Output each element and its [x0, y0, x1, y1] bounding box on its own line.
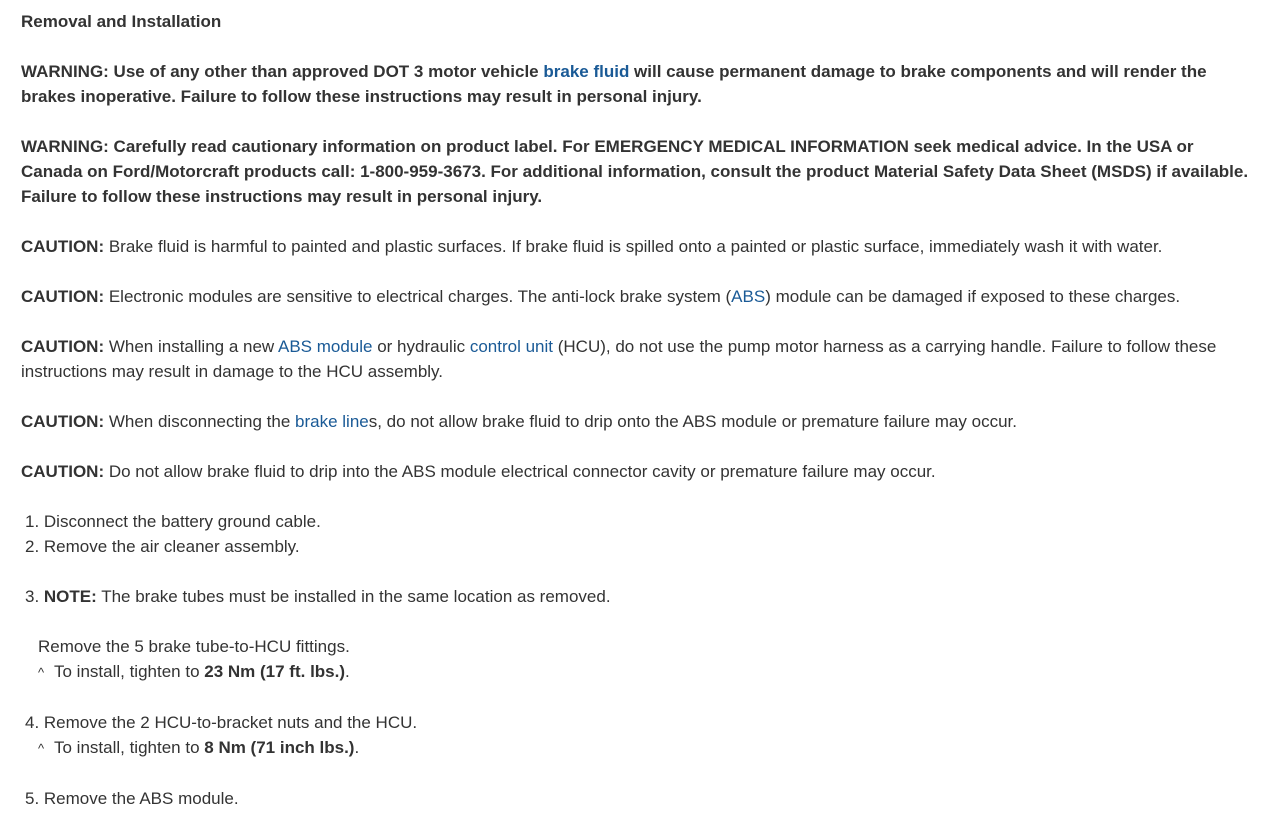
warning-medical-info: WARNING: Carefully read cautionary information on product label. For EMERGENCY MEDICAL INFORMATION seek medical advice. In the USA or Canada on Ford/Motorcraft products call: 1-800-959-3673. For additional information, consult the product Material Safety Data Sheet (MSDS) if available. Failure to follow these instructions may result in personal injury. [21, 137, 1249, 206]
caution-text: ) module can be damaged if exposed to these charges. [765, 287, 1181, 306]
warning-text: WARNING: Use of any other than approved DOT 3 motor vehicle [21, 62, 544, 81]
torque-value: 23 Nm (17 ft. lbs.) [204, 662, 346, 681]
caution-label: CAUTION: [21, 462, 105, 481]
caret-icon: ^ [38, 741, 45, 756]
warning-text: will cause permanent damage to brake components and will render the brakes inoperative. Failure to follow these instructions may result in personal injury. [21, 62, 1207, 106]
torque-value: 8 Nm (71 inch lbs.) [204, 738, 355, 757]
abs-link[interactable]: ABS [731, 287, 766, 306]
note-text: The brake tubes must be installed in the same location as removed. [96, 587, 611, 606]
warning-brake-fluid [21, 59, 1251, 109]
install-suffix: . [354, 738, 360, 757]
procedure-steps [21, 509, 1251, 811]
install-suffix: . [345, 662, 350, 681]
section-title: Removal and Installation [21, 12, 222, 31]
caution-text: or hydraulic [372, 337, 470, 356]
caution-painted-surfaces [21, 234, 1251, 259]
caution-text: Brake fluid is harmful to painted and plastic surfaces. If brake fluid is spilled onto a painted or plastic surface, immediately wash it with water. [104, 237, 1163, 256]
caution-carrying-handle [21, 334, 1251, 384]
step-3-text: Remove the 5 brake tube-to-HCU fittings. [38, 637, 350, 656]
install-prefix: To install, tighten to [54, 662, 205, 681]
caution-text: s, do not allow brake fluid to drip onto the ABS module or premature failure may occur. [368, 412, 1017, 431]
caution-text: When installing a new [104, 337, 278, 356]
step-4-install-spec [38, 735, 1251, 761]
step-4: 4. Remove the 2 HCU-to-bracket nuts and the HCU. [25, 713, 418, 732]
step-3-note [25, 584, 1251, 609]
brake-line-link[interactable]: brake line [295, 412, 369, 431]
install-prefix: To install, tighten to [54, 738, 205, 757]
note-label: NOTE: [43, 587, 97, 606]
caution-label: CAUTION: [21, 237, 105, 256]
control-unit-link[interactable]: control unit [469, 337, 553, 356]
caution-text: (HCU), do not use the pump motor harness as a carrying handle. Failure to follow these instructions may result in damage to the HCU assembly. [21, 337, 1217, 381]
caution-label: CAUTION: [21, 412, 105, 431]
step-2: 2. Remove the air cleaner assembly. [25, 537, 300, 556]
caret-icon: ^ [38, 665, 45, 680]
caution-electrical-charges [21, 284, 1251, 309]
abs-module-link[interactable]: ABS module [278, 337, 373, 356]
step-number: 3. [25, 587, 44, 606]
step-1: 1. Disconnect the battery ground cable. [25, 512, 321, 531]
caution-text: Do not allow brake fluid to drip into the ABS module electrical connector cavity or premature failure may occur. [104, 462, 936, 481]
brake-fluid-link[interactable]: brake fluid [543, 62, 630, 81]
caution-label: CAUTION: [21, 287, 105, 306]
caution-connector-cavity [21, 459, 1251, 484]
caution-text: Electronic modules are sensitive to electrical charges. The anti-lock brake system ( [104, 287, 732, 306]
caution-label: CAUTION: [21, 337, 105, 356]
step-3-install-spec [38, 659, 1251, 685]
caution-text: When disconnecting the [104, 412, 296, 431]
step-5: 5. Remove the ABS module. [25, 789, 239, 808]
caution-brake-lines [21, 409, 1251, 434]
